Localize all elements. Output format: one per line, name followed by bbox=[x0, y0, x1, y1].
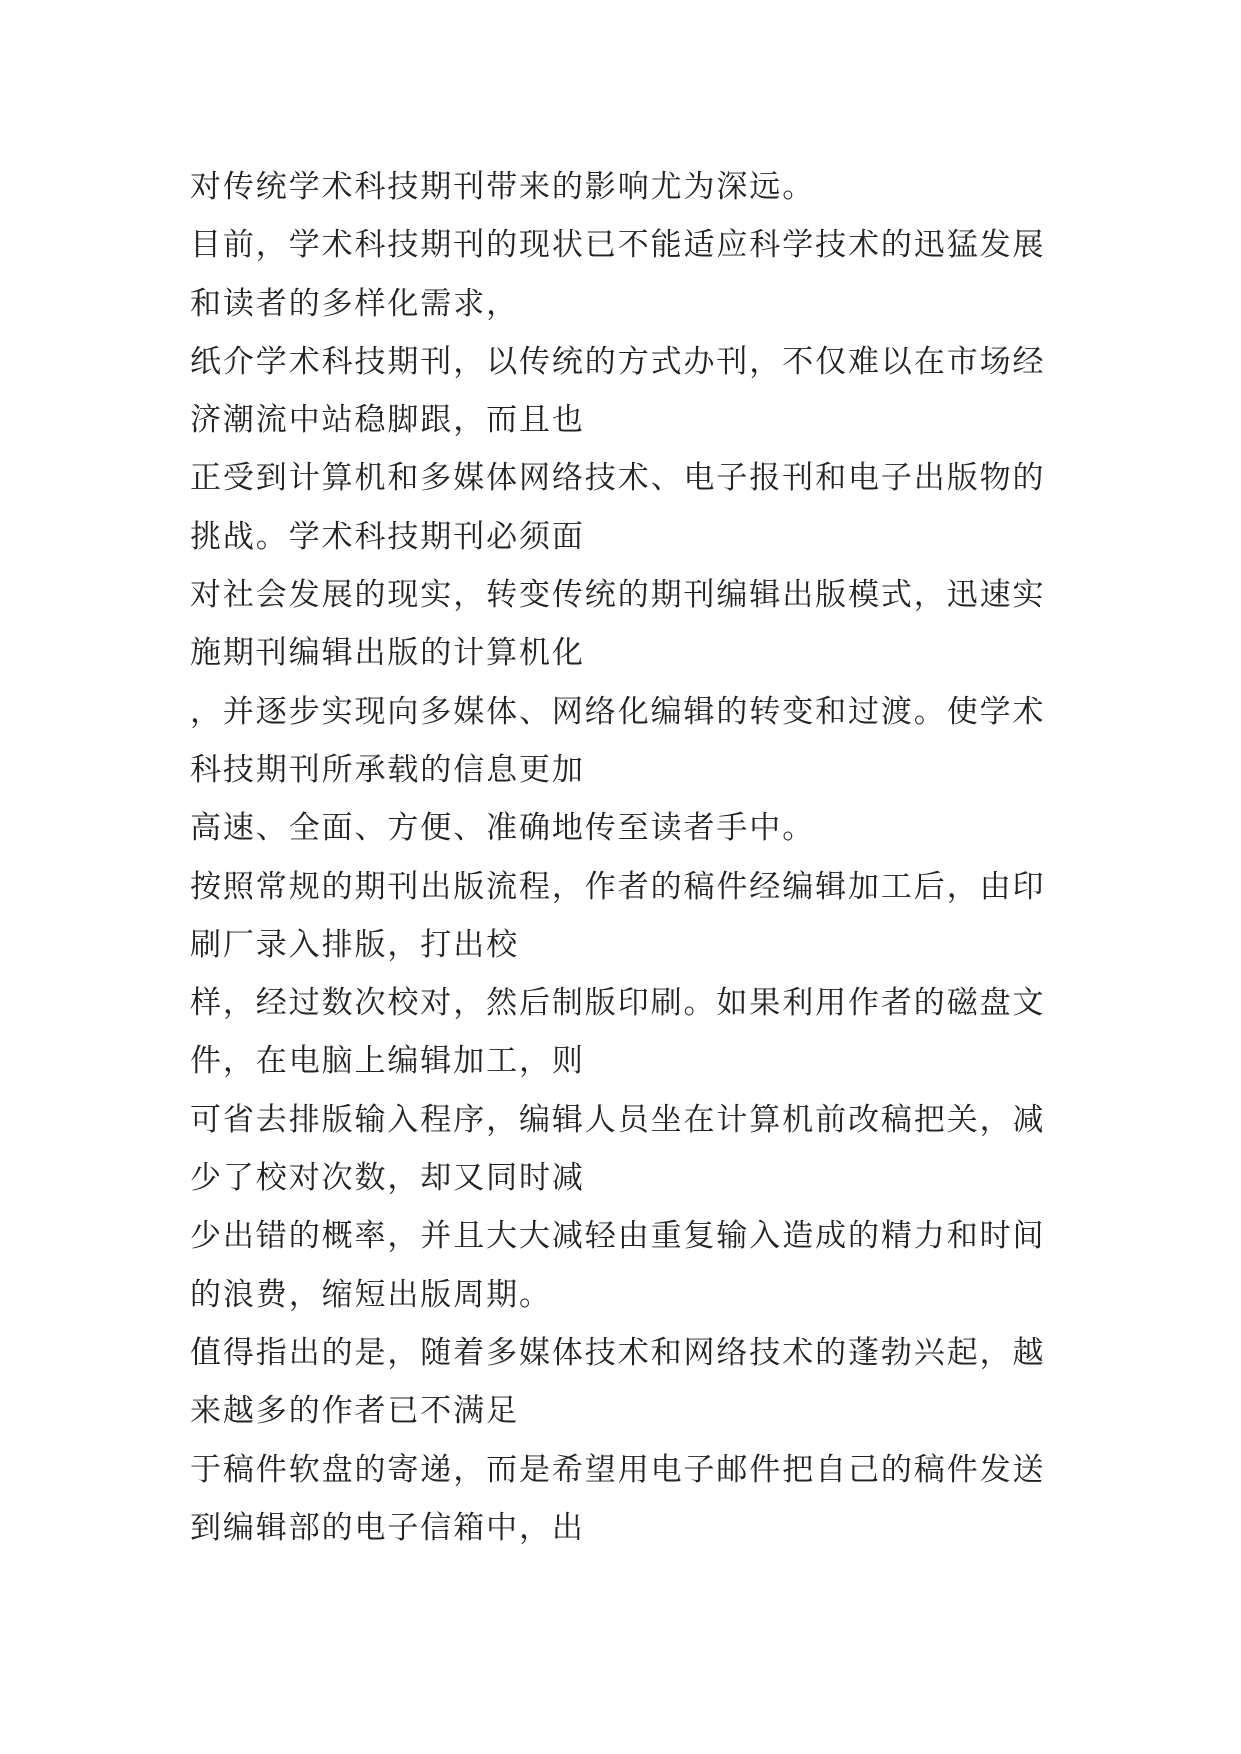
text-line: 少出错的概率，并且大大减轻由重复输入造成的精力和时间 bbox=[190, 1218, 1046, 1255]
text-line: 对传统学术科技期刊带来的影响尤为深远。 bbox=[190, 169, 816, 205]
text-line: 少了校对次数，却又同时减 bbox=[190, 1160, 585, 1197]
text-line: 纸介学术科技期刊，以传统的方式办刊，不仅难以在市场经 bbox=[190, 343, 1046, 380]
text-line: 样，经过数次校对，然后制版印刷。如果利用作者的磁盘文 bbox=[190, 985, 1046, 1022]
text-line: 和读者的多样化需求， bbox=[190, 285, 519, 322]
text-line: 到编辑部的电子信箱中，出 bbox=[190, 1509, 585, 1546]
text-line: ，并逐步实现向多媒体、网络化编辑的转变和过渡。使学术 bbox=[190, 693, 1046, 730]
text-line: 值得指出的是，随着多媒体技术和网络技术的蓬勃兴起，越 bbox=[190, 1334, 1046, 1371]
text-line: 高速、全面、方便、准确地传至读者手中。 bbox=[190, 810, 816, 847]
text-line: 施期刊编辑出版的计算机化 bbox=[190, 635, 585, 672]
text-line: 正受到计算机和多媒体网络技术、电子报刊和电子出版物的 bbox=[190, 460, 1046, 497]
text-line: 济潮流中站稳脚跟，而且也 bbox=[190, 402, 585, 439]
text-line: 科技期刊所承载的信息更加 bbox=[190, 751, 585, 788]
text-line: 目前，学术科技期刊的现状已不能适应科学技术的迅猛发展 bbox=[190, 227, 1046, 264]
text-line: 对社会发展的现实，转变传统的期刊编辑出版模式，迅速实 bbox=[190, 577, 1046, 614]
text-line: 的浪费，缩短出版周期。 bbox=[190, 1276, 552, 1313]
text-line: 来越多的作者已不满足 bbox=[190, 1393, 519, 1430]
text-line: 刷厂录入排版，打出校 bbox=[190, 926, 519, 963]
text-line: 可省去排版输入程序，编辑人员坐在计算机前改稿把关，减 bbox=[190, 1101, 1046, 1138]
text-line: 件，在电脑上编辑加工，则 bbox=[190, 1043, 585, 1080]
text-line: 挑战。学术科技期刊必须面 bbox=[190, 518, 585, 555]
body-text bbox=[190, 158, 1070, 1557]
text-line: 按照常规的期刊出版流程，作者的稿件经编辑加工后，由印 bbox=[190, 868, 1046, 905]
text-line: 于稿件软盘的寄递，而是希望用电子邮件把自己的稿件发送 bbox=[190, 1451, 1046, 1488]
